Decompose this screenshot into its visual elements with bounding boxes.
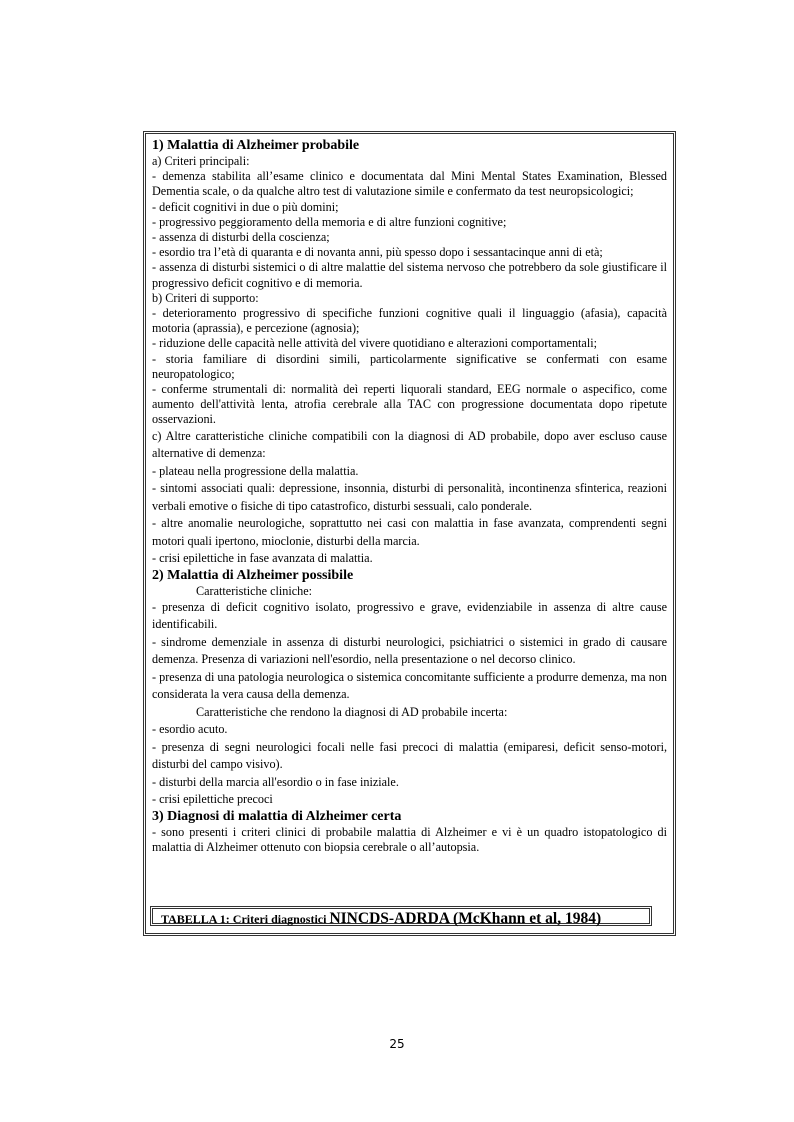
caption-title: NINCDS-ADRDA (McKhann et al, 1984) (329, 910, 602, 927)
subheading: b) Criteri di supporto: (152, 290, 259, 305)
list-item: - storia familiare di disordini simili, particolarmente significative se confermati con esame neuropatologico; (152, 351, 667, 381)
subheading: c) Altre caratteristiche cliniche compatibili con la diagnosi di AD probabile, dopo aver escluso cause alternative di demenza: (152, 428, 667, 461)
list-item: - plateau nella progressione della malattia. (152, 463, 359, 478)
list-item: - conferme strumentali di: normalità deì reperti liquorali standard, EEG normale o aspecifico, come aumento dell'attività lenta, atrofia cerebrale alla TAC con progressione documentata dopo ripetute osservazioni. (152, 382, 667, 427)
list-item: - presenza di segni neurologici focali nelle fasi precoci di malattia (emiparesi, deficit senso-motori, disturbi del campo visivo). (152, 739, 667, 772)
subheading: a) Criteri principali: (152, 154, 250, 168)
list-item: - demenza stabilita all’esame clinico e documentata dal Mini Mental States Examination, Blessed Dementia scale, o da qualche altro test di valutazione simile e confermato da test neuropsicologici; (152, 169, 667, 199)
list-item: - sono presenti i criteri clinici di probabile malattia di Alzheimer e vi è un quadro istopatologico di malattia di Alzheimer ottenuto con biopsia cerebrale o all’autopsia. (152, 824, 667, 855)
list-item: - esordio acuto. (152, 722, 228, 737)
list-item: - crisi epilettiche precoci (152, 792, 273, 807)
list-item: - deficit cognitivi in due o più domini; (152, 199, 339, 214)
caption-label: TABELLA 1: Criteri diagnostici (161, 912, 330, 926)
criteria-table (143, 131, 676, 936)
list-item: - esordio tra l’età di quaranta e di novanta anni, più spesso dopo i sessantacinque anni di età; (152, 245, 603, 260)
list-item: - assenza di disturbi sistemici o di altre malattie del sistema nervoso che potrebbero da sole giustificare il progressivo deficit cognitivo e di memoria. (152, 260, 667, 290)
list-item: - disturbi della marcia all'esordio o in fase iniziale. (152, 774, 399, 789)
list-item: - crisi epilettiche in fase avanzata di malattia. (152, 551, 373, 566)
section-title: 3) Diagnosi di malattia di Alzheimer certa (152, 808, 402, 824)
subheading: Caratteristiche cliniche: (196, 583, 313, 598)
list-item: - assenza di disturbi della coscienza; (152, 230, 330, 245)
list-item: - presenza di una patologia neurologica o sistemica concomitante sufficiente a produrre demenza, ma non considerata la vera causa della demenza. (152, 669, 667, 702)
section-title: 1) Malattia di Alzheimer probabile (152, 138, 360, 153)
list-item: - sindrome demenziale in assenza di disturbi neurologici, psichiatrici o sistemici in grado di causare demenza. Presenza di variazioni nell'esordio, nella presentazione o nel decorso clinico. (152, 634, 667, 667)
list-item: - deterioramento progressivo di specifiche funzioni cognitive quali il linguaggio (afasia), capacità motoria (aprassia), e percezione (agnosia); (152, 306, 667, 336)
subheading: Caratteristiche che rendono la diagnosi di AD probabile incerta: (196, 704, 508, 719)
list-item: - riduzione delle capacità nelle attività del vivere quotidiano e alterazioni comportamentali; (152, 336, 597, 351)
list-item: - presenza di deficit cognitivo isolato, progressivo e grave, evidenziabile in assenza di altre cause identificabili. (152, 599, 667, 632)
list-item: - sintomi associati quali: depressione, insonnia, disturbi di personalità, incontinenza sfinterica, reazioni verbali emotive o fisiche di tipo catastrofico, disturbi sessuali, calo ponderale. (152, 481, 667, 513)
section-title: 2) Malattia di Alzheimer possibile (152, 567, 354, 583)
table-caption (150, 906, 652, 926)
list-item: - altre anomalie neurologiche, soprattutto nei casi con malattia in fase avanzata, comprendenti segni motori quali ipertono, mioclonie, disturbi della marcia. (152, 516, 667, 548)
list-item: - progressivo peggioramento della memoria e di altre funzioni cognitive; (152, 214, 507, 229)
page-number: 25 (389, 1037, 405, 1051)
